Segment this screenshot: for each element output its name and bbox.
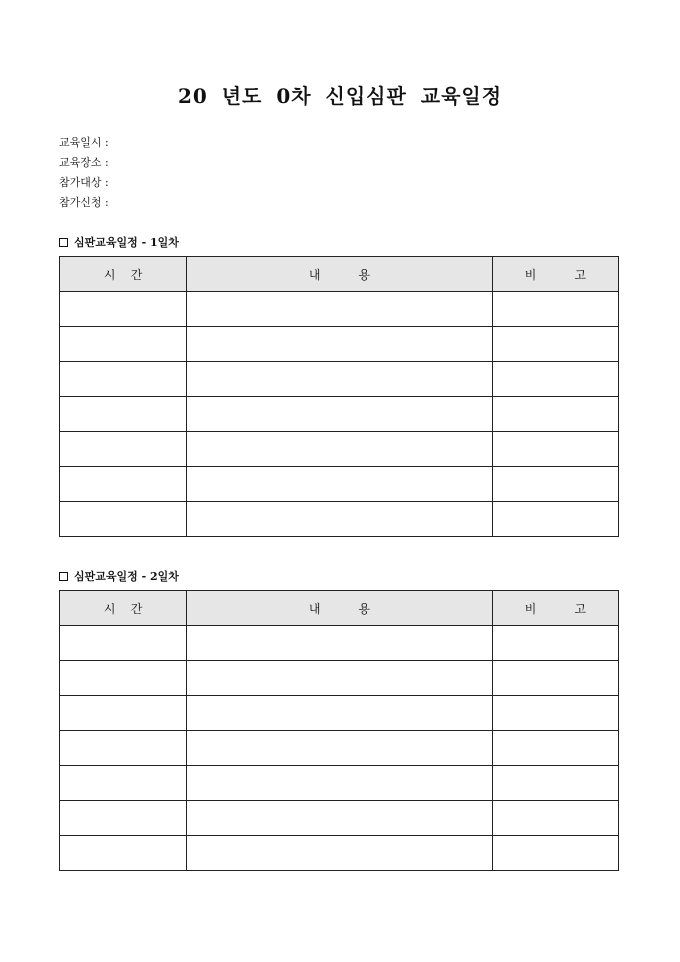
section-heading-text: 심판교육일정 - 2일차 <box>74 570 179 583</box>
cell-note[interactable] <box>492 836 618 871</box>
cell-content[interactable] <box>187 626 493 661</box>
cell-time[interactable] <box>60 327 187 362</box>
section-heading-text: 심판교육일정 - 1일차 <box>74 236 179 249</box>
cell-time[interactable] <box>60 292 187 327</box>
table-row <box>60 661 619 696</box>
table-row <box>60 292 619 327</box>
cell-content[interactable] <box>187 362 493 397</box>
cell-note[interactable] <box>492 731 618 766</box>
table-row <box>60 766 619 801</box>
info-field-date: 교육일시 : <box>59 136 109 149</box>
table-row <box>60 696 619 731</box>
cell-time[interactable] <box>60 626 187 661</box>
cell-time[interactable] <box>60 766 187 801</box>
cell-content[interactable] <box>187 292 493 327</box>
column-header-time: 시 간 <box>60 591 187 626</box>
table-header-row <box>60 257 619 292</box>
cell-note[interactable] <box>492 626 618 661</box>
cell-note[interactable] <box>492 801 618 836</box>
cell-note[interactable] <box>492 661 618 696</box>
cell-note[interactable] <box>492 362 618 397</box>
column-header-content: 내 용 <box>187 257 493 292</box>
cell-note[interactable] <box>492 696 618 731</box>
table-row <box>60 432 619 467</box>
cell-content[interactable] <box>187 836 493 871</box>
cell-note[interactable] <box>492 467 618 502</box>
cell-time[interactable] <box>60 696 187 731</box>
table-row <box>60 362 619 397</box>
cell-time[interactable] <box>60 801 187 836</box>
cell-content[interactable] <box>187 661 493 696</box>
table-row <box>60 327 619 362</box>
info-field-application: 참가신청 : <box>59 196 109 209</box>
cell-time[interactable] <box>60 836 187 871</box>
checkbox-square-icon <box>59 572 68 581</box>
cell-content[interactable] <box>187 801 493 836</box>
cell-content[interactable] <box>187 731 493 766</box>
table-row <box>60 731 619 766</box>
cell-time[interactable] <box>60 731 187 766</box>
column-header-time: 시 간 <box>60 257 187 292</box>
section-heading-day2 <box>59 568 179 584</box>
cell-content[interactable] <box>187 432 493 467</box>
cell-time[interactable] <box>60 432 187 467</box>
cell-time[interactable] <box>60 661 187 696</box>
info-field-target: 참가대상 : <box>59 176 109 189</box>
cell-content[interactable] <box>187 766 493 801</box>
cell-time[interactable] <box>60 362 187 397</box>
cell-note[interactable] <box>492 502 618 537</box>
column-header-note: 비 고 <box>492 257 618 292</box>
schedule-table-day2 <box>59 590 619 871</box>
cell-content[interactable] <box>187 467 493 502</box>
table-header-row <box>60 591 619 626</box>
table-row <box>60 502 619 537</box>
cell-note[interactable] <box>492 292 618 327</box>
cell-time[interactable] <box>60 467 187 502</box>
cell-content[interactable] <box>187 502 493 537</box>
info-field-location: 교육장소 : <box>59 156 109 169</box>
table-row <box>60 467 619 502</box>
checkbox-square-icon <box>59 238 68 247</box>
table-row <box>60 801 619 836</box>
cell-content[interactable] <box>187 327 493 362</box>
table-row <box>60 626 619 661</box>
column-header-note: 비 고 <box>492 591 618 626</box>
cell-content[interactable] <box>187 696 493 731</box>
schedule-table-day1 <box>59 256 619 537</box>
section-heading-day1 <box>59 234 179 250</box>
column-header-content: 내 용 <box>187 591 493 626</box>
cell-note[interactable] <box>492 397 618 432</box>
cell-note[interactable] <box>492 432 618 467</box>
cell-time[interactable] <box>60 502 187 537</box>
table-row <box>60 836 619 871</box>
cell-time[interactable] <box>60 397 187 432</box>
info-block <box>59 133 109 213</box>
table-row <box>60 397 619 432</box>
cell-note[interactable] <box>492 327 618 362</box>
page-title: 20 년도 0차 신입심판 교육일정 <box>177 84 503 108</box>
cell-content[interactable] <box>187 397 493 432</box>
cell-note[interactable] <box>492 766 618 801</box>
